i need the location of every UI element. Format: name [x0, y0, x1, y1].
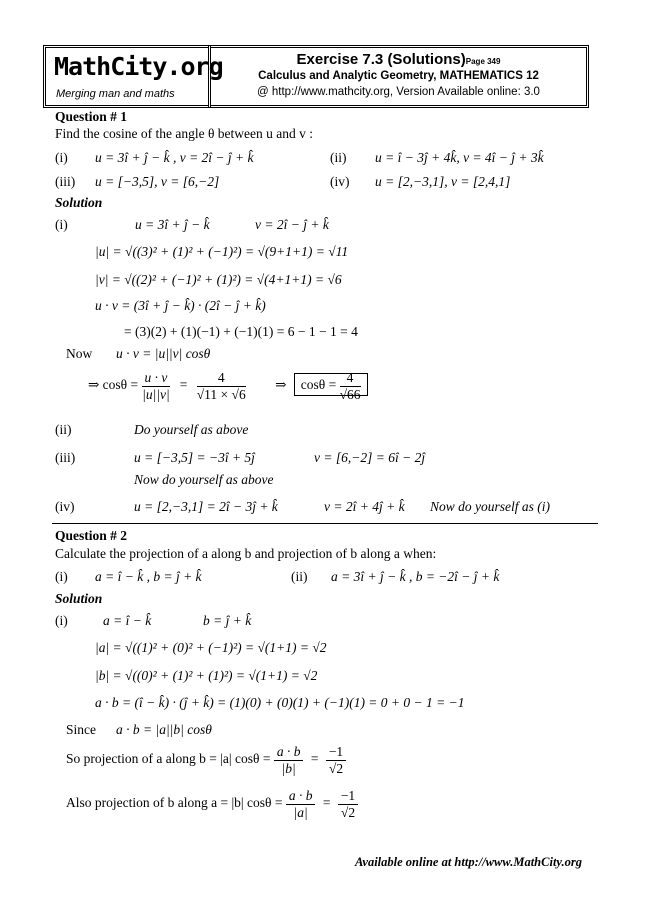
title-box [210, 47, 587, 106]
since-expr: a · b = |a||b| cosθ [116, 722, 212, 737]
boxed-lhs: cosθ = [300, 377, 337, 393]
q1-sol-note: Now do yourself as (i) [430, 499, 550, 514]
q1-sol-label: (iii) [55, 450, 76, 465]
q2-prompt: Calculate the projection of a along b and projection of b along a when: [55, 546, 437, 561]
q1-iv-u: u = [2,−3,1] = 2î − 3ĵ + k̂ [134, 499, 278, 514]
q1-solution-heading: Solution [55, 195, 103, 210]
site-logo[interactable]: MathCity.org [54, 52, 223, 81]
fraction-denominator: √11 × √6 [196, 386, 246, 402]
q1-sol-note: Now do yourself as above [134, 472, 274, 487]
q2-part-label: (ii) [291, 569, 308, 584]
projection-a-on-b [66, 744, 346, 776]
magnitude-u: |u| = √((3)² + (1)² + (−1)²) = √(9+1+1) = √11 [95, 244, 349, 259]
dot-product-expansion: u · v = (3î + ĵ − k̂) · (2î − ĵ + k̂) [95, 298, 266, 313]
fraction [286, 788, 316, 820]
q2-sol-label: (i) [55, 613, 68, 628]
magnitude-v: |v| = √((2)² + (−1)² + (1)²) = √(4+1+1) = √6 [95, 272, 342, 287]
q2-heading: Question # 2 [55, 528, 128, 543]
fraction-numerator: 4 [340, 370, 361, 387]
fraction-numerator: 4 [197, 370, 246, 387]
cosine-result-line [88, 370, 368, 402]
q1-part-label: (iv) [330, 174, 350, 189]
q2-part-label: (i) [55, 569, 68, 584]
magnitude-b: |b| = √((0)² + (1)² + (1)²) = √(1+1) = √2 [95, 668, 318, 683]
given-u: u = 3î + ĵ − k̂ [135, 217, 210, 232]
dot-product-result: = (3)(2) + (1)(−1) + (−1)(1) = 6 − 1 − 1 = 4 [124, 324, 358, 339]
fraction [197, 370, 246, 402]
fraction-numerator: −1 [338, 788, 358, 805]
q2-part-expr: a = 3î + ĵ − k̂ , b = −2î − ĵ + k̂ [331, 569, 500, 584]
fraction-denominator: |b| [281, 760, 296, 776]
q1-part-expr: u = î − 3ĵ + 4k̂, v = 4î − ĵ + 3k̂ [375, 150, 544, 165]
q1-part-expr: u = [−3,5], v = [6,−2] [95, 174, 220, 189]
given-v: v = 2î − ĵ + k̂ [255, 217, 329, 232]
book-subtitle: Calculus and Analytic Geometry, MATHEMATICS 12 [258, 70, 539, 82]
exercise-title-text: Exercise 7.3 (Solutions) [296, 51, 466, 68]
q1-part-expr: u = 3î + ĵ − k̂ , v = 2î − ĵ + k̂ [95, 150, 254, 165]
q1-sol-label: (ii) [55, 422, 72, 437]
footer-link[interactable]: Available online at http://www.MathCity.org [355, 855, 582, 869]
online-version: @ http://www.mathcity.org, Version Available online: 3.0 [257, 86, 540, 98]
fraction-numerator: −1 [326, 744, 346, 761]
equals: = [179, 377, 188, 393]
implies-cos: ⇒ cosθ = [88, 377, 139, 393]
since-label: Since [66, 722, 96, 737]
fraction [338, 788, 358, 820]
q1-heading: Question # 1 [55, 109, 128, 124]
q1-iv-v: v = 2î + 4ĵ + k̂ [324, 499, 405, 514]
equals: = [322, 795, 331, 811]
fraction-numerator: a · b [286, 788, 316, 805]
q1-part-expr: u = [2,−3,1], v = [2,4,1] [375, 174, 511, 189]
q1-prompt: Find the cosine of the angle θ between u and v : [55, 126, 314, 141]
given-b: b = ĵ + k̂ [203, 613, 252, 628]
fraction [142, 370, 171, 402]
fraction-denominator: √2 [340, 804, 356, 820]
implies-arrow: ⇒ [275, 377, 287, 393]
projection-text: So projection of a along b = |a| cosθ = [66, 751, 271, 767]
projection-text: Also projection of b along a = |b| cosθ = [66, 795, 283, 811]
q1-sol-label: (iv) [55, 499, 75, 514]
fraction-denominator: |a| [293, 804, 308, 820]
now-label: Now [66, 346, 93, 361]
dot-product-ab: a · b = (î − k̂) · (ĵ + k̂) = (1)(0) + (0)(1) + (−1)(1) = 0 + 0 − 1 = −1 [95, 695, 465, 710]
q1-part-label: (ii) [330, 150, 347, 165]
q1-sol-note: Do yourself as above [134, 422, 249, 437]
q2-part-expr: a = î − k̂ , b = ĵ + k̂ [95, 569, 202, 584]
q1-sol-label: (i) [55, 217, 68, 232]
q2-solution-heading: Solution [55, 591, 103, 606]
section-divider [52, 523, 598, 524]
q1-iii-v: v = [6,−2] = 6î − 2ĵ [314, 450, 426, 465]
q1-part-label: (iii) [55, 174, 76, 189]
boxed-answer [294, 370, 368, 402]
projection-b-on-a [66, 788, 358, 820]
fraction-denominator: √2 [328, 760, 344, 776]
tagline: Merging man and maths [56, 88, 175, 100]
q1-part-label: (i) [55, 150, 68, 165]
now-expr: u · v = |u||v| cosθ [116, 346, 211, 361]
fraction [326, 744, 346, 776]
fraction-numerator: a · b [274, 744, 304, 761]
fraction-numerator: u · v [142, 370, 171, 387]
exercise-title [211, 51, 586, 68]
fraction [340, 370, 361, 402]
fraction-denominator: |u||v| [142, 386, 170, 402]
fraction [274, 744, 304, 776]
magnitude-a: |a| = √((1)² + (0)² + (−1)²) = √(1+1) = √2 [95, 640, 327, 655]
q1-iii-u: u = [−3,5] = −3î + 5ĵ [134, 450, 255, 465]
given-a: a = î − k̂ [103, 613, 152, 628]
fraction-denominator: √66 [339, 386, 361, 402]
equals: = [310, 751, 319, 767]
page-ref: Page 349 [465, 57, 501, 66]
logo-box [45, 47, 223, 106]
